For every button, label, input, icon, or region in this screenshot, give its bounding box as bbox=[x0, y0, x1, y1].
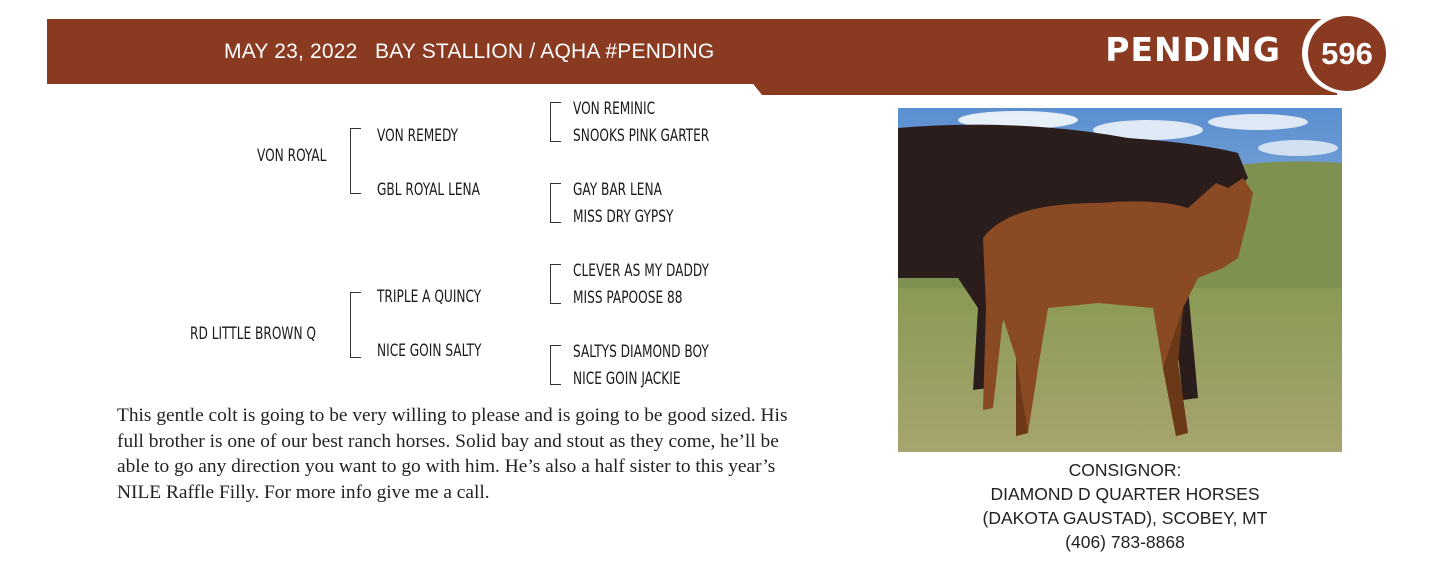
consignor-phone: (406) 783-8868 bbox=[1065, 532, 1185, 552]
horse-photo bbox=[898, 108, 1342, 452]
pedigree-sire-dam: GBL ROYAL LENA bbox=[377, 180, 480, 199]
pedigree-sire-sire: VON REMEDY bbox=[377, 126, 459, 145]
status-label: PENDING bbox=[1105, 30, 1281, 69]
pedigree-sire-dam-dam: MISS DRY GYPSY bbox=[573, 207, 674, 226]
consignor-location: (DAKOTA GAUSTAD), SCOBEY, MT bbox=[982, 508, 1268, 528]
pedigree-sire: VON ROYAL bbox=[257, 146, 327, 165]
pedigree-dam-dam: NICE GOIN SALTY bbox=[377, 341, 482, 360]
pedigree-bracket bbox=[550, 183, 561, 223]
consignor-label: CONSIGNOR: bbox=[1068, 460, 1182, 480]
pedigree-dam: RD LITTLE BROWN Q bbox=[190, 324, 316, 343]
consignor-name: DIAMOND D QUARTER HORSES bbox=[990, 484, 1260, 504]
pedigree-dam-dam-dam: NICE GOIN JACKIE bbox=[573, 369, 681, 388]
pedigree-bracket bbox=[350, 128, 361, 194]
description-line: full brother is one of our best ranch horses. Solid bay and stout as they come, he’ll be bbox=[117, 430, 779, 452]
pedigree-sire-sire-dam: SNOOKS PINK GARTER bbox=[573, 126, 710, 145]
pedigree-dam-sire: TRIPLE A QUINCY bbox=[377, 287, 482, 306]
sale-date: MAY 23, 2022 bbox=[224, 40, 358, 63]
description-line: able to go any direction you want to go with him. He’s also a half sister to this year’s bbox=[117, 456, 776, 477]
pedigree-bracket bbox=[550, 102, 561, 142]
pedigree-bracket bbox=[350, 292, 361, 358]
pedigree-dam-dam-sire: SALTYS DIAMOND BOY bbox=[573, 342, 709, 361]
pedigree-sire-sire-sire: VON REMINIC bbox=[573, 99, 656, 118]
pedigree-dam-sire-sire: CLEVER AS MY DADDY bbox=[573, 261, 709, 280]
pedigree-sire-dam-sire: GAY BAR LENA bbox=[573, 180, 662, 199]
pedigree-bracket bbox=[550, 345, 561, 385]
description-line: NILE Raffle Filly. For more info give me a call. bbox=[117, 481, 490, 503]
pedigree-dam-sire-dam: MISS PAPOOSE 88 bbox=[573, 288, 683, 307]
consignor-info bbox=[930, 458, 1320, 554]
description-line: This gentle colt is going to be very willing to please and is going to be good sized. His bbox=[117, 405, 788, 426]
lot-number: 596 bbox=[1321, 36, 1373, 71]
pedigree-bracket bbox=[550, 264, 561, 304]
horse-description-text bbox=[117, 403, 877, 505]
horse-description: BAY STALLION / AQHA #PENDING bbox=[375, 40, 715, 63]
header-banner-tab bbox=[750, 80, 1337, 95]
